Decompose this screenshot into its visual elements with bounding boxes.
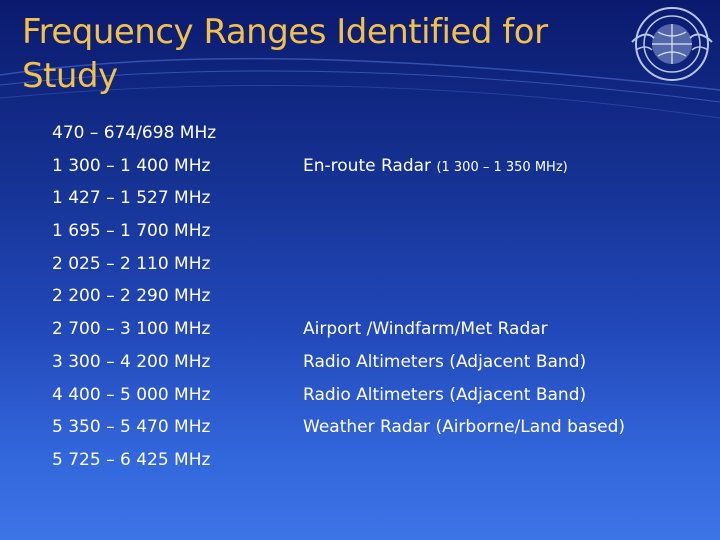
range-item: 4 400 – 5 000 MHz [52, 384, 211, 405]
range-item: 2 700 – 3 100 MHz [52, 319, 211, 340]
range-item: 5 725 – 6 425 MHz [52, 449, 211, 470]
note-empty [303, 280, 713, 313]
note-1300 [303, 150, 713, 183]
range-item: 1 695 – 1 700 MHz [52, 221, 211, 242]
note-empty [303, 248, 713, 281]
note-empty [303, 117, 713, 150]
note-empty [303, 215, 713, 248]
usage-notes [303, 117, 713, 477]
note-2700: Airport /Windfarm/Met Radar [303, 319, 548, 340]
range-item: 470 – 674/698 MHz [52, 123, 217, 143]
range-item: 3 300 – 4 200 MHz [52, 351, 211, 372]
note-3300: Radio Altimeters (Adjacent Band) [303, 351, 587, 372]
note-4400: Radio Altimeters (Adjacent Band) [303, 384, 587, 405]
note-empty [303, 182, 713, 215]
note-empty [303, 444, 713, 477]
frequency-range-list [52, 117, 282, 477]
note-1300-sub: (1 300 – 1 350 MHz) [436, 159, 568, 175]
range-item: 1 427 – 1 527 MHz [52, 188, 211, 209]
note-5350: Weather Radar (Airborne/Land based) [303, 417, 626, 438]
slide-title-line2: Study [22, 56, 118, 96]
slide-title-line1: Frequency Ranges Identified for [22, 12, 548, 52]
range-item: 5 350 – 5 470 MHz [52, 417, 211, 438]
range-item: 2 025 – 2 110 MHz [52, 253, 211, 274]
range-item: 2 200 – 2 290 MHz [52, 286, 211, 307]
note-1300-main: En-route Radar [303, 155, 437, 176]
slide-title [22, 10, 622, 98]
icao-emblem-icon [630, 2, 714, 86]
range-item: 1 300 – 1 400 MHz [52, 155, 211, 176]
